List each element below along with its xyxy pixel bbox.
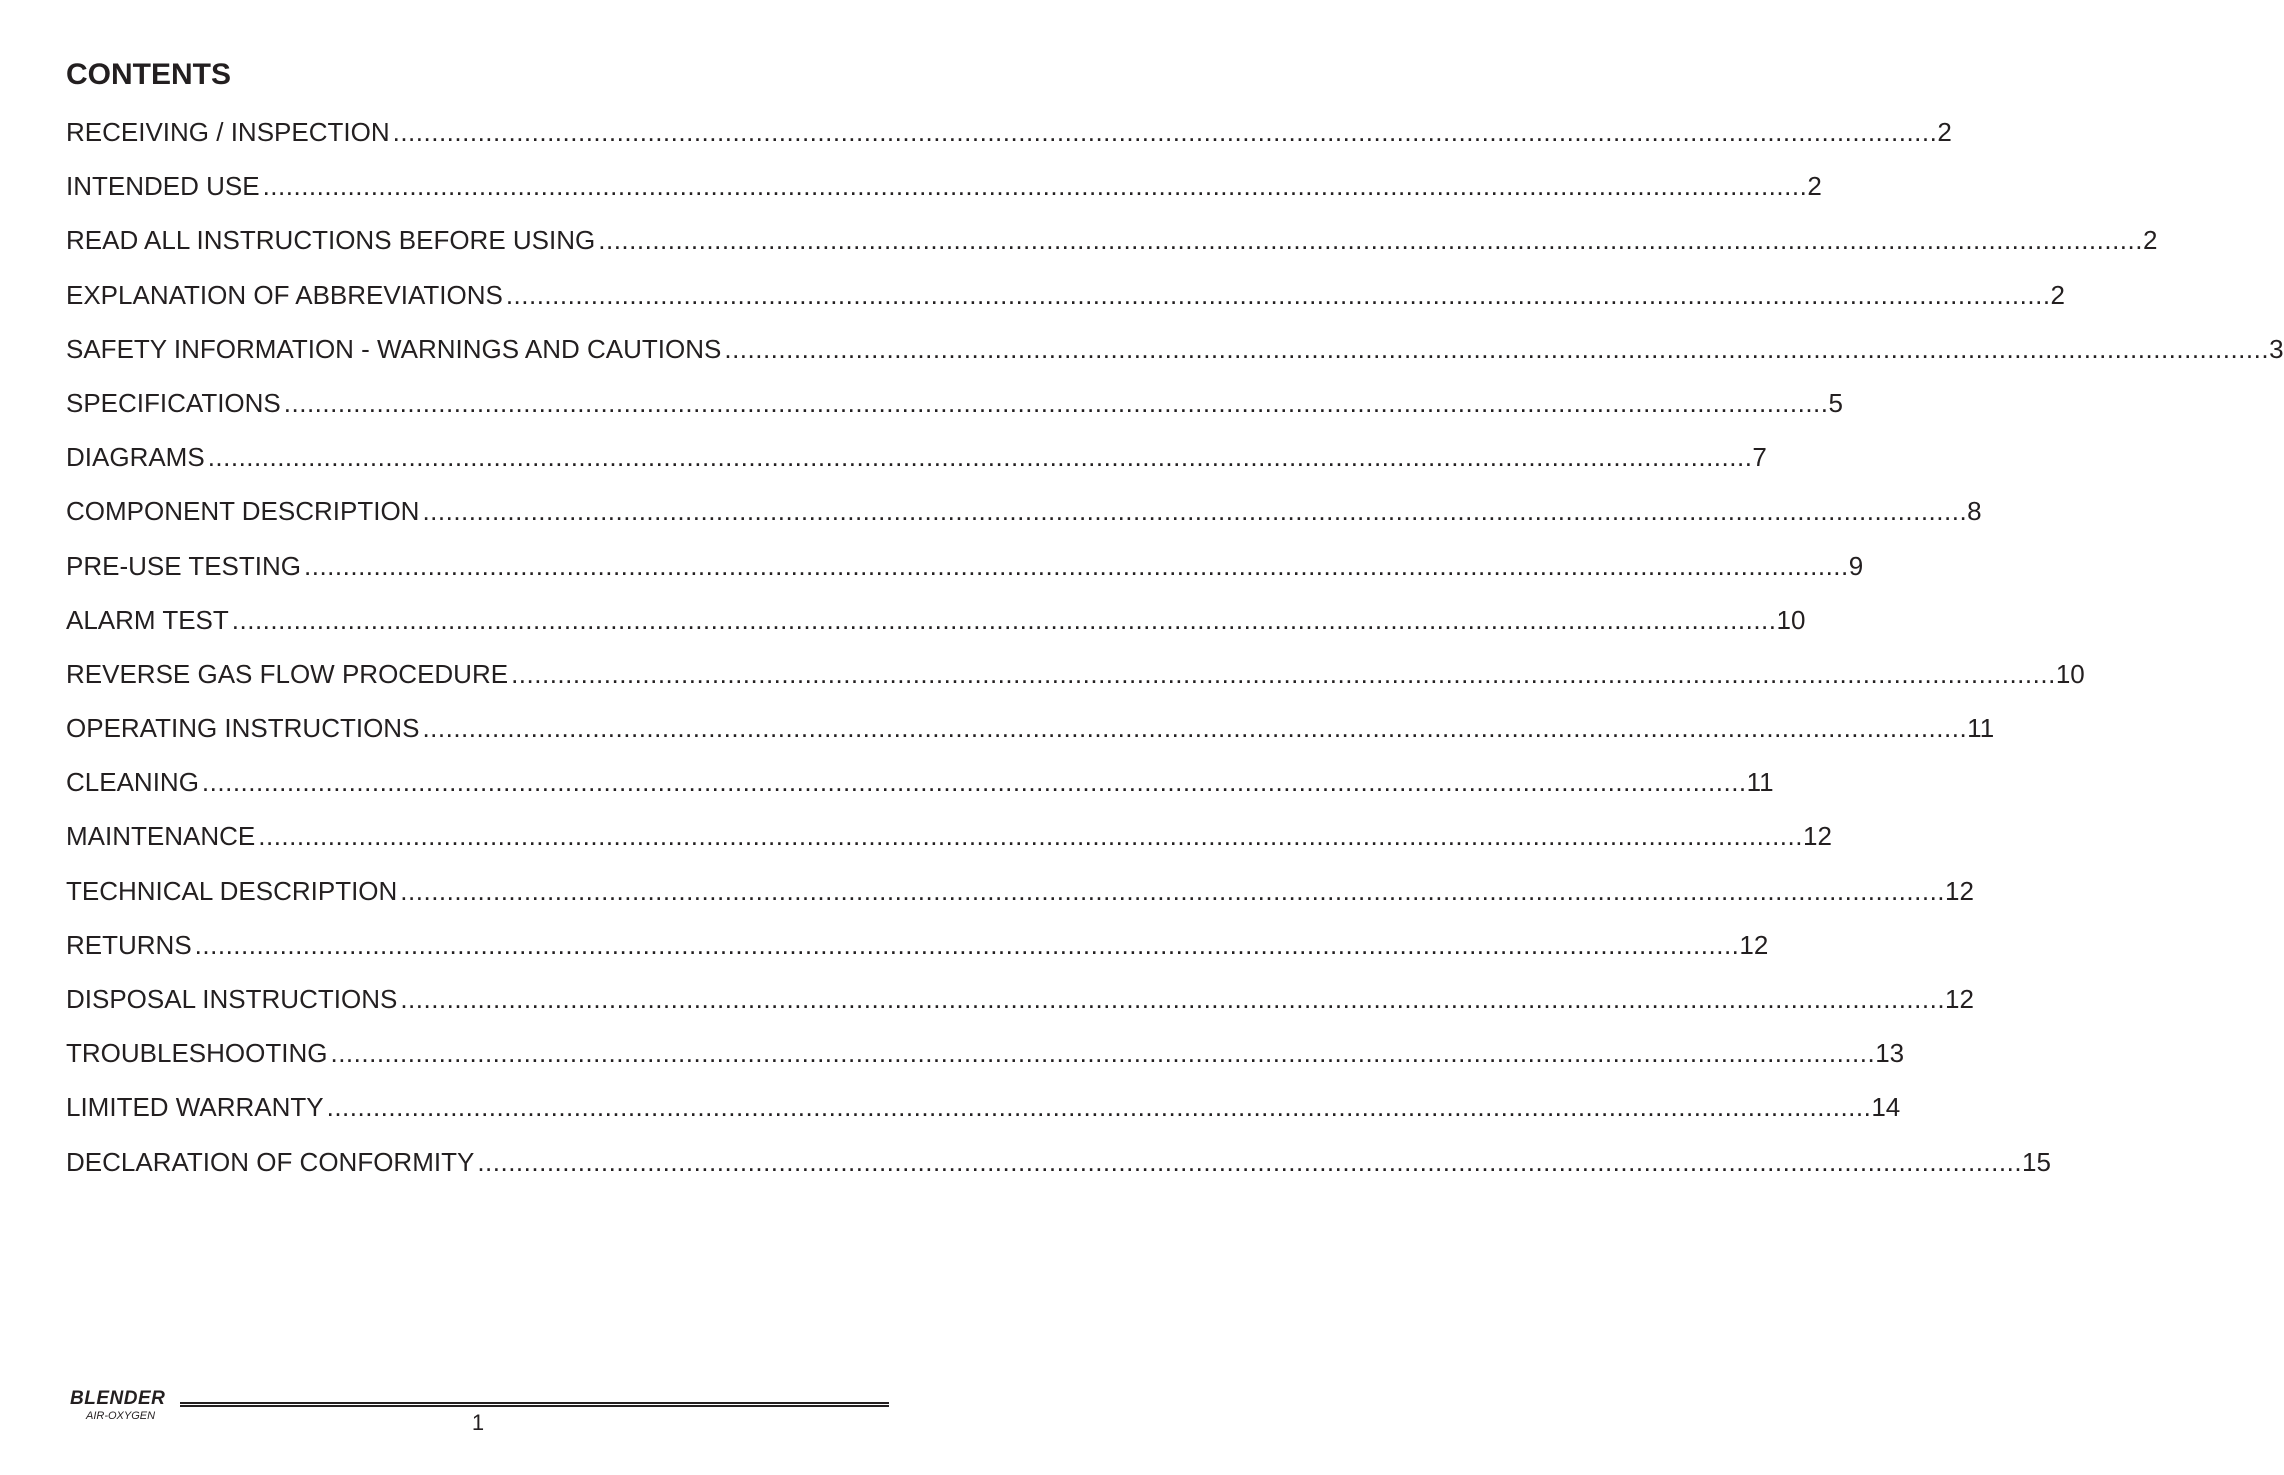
toc-entry-page: 9 bbox=[1848, 550, 1864, 581]
toc-dot-leader: ........................................................................................................................................................................................................ bbox=[400, 984, 1946, 1014]
toc-entry-page: 8 bbox=[1967, 496, 1982, 527]
toc-entry[interactable] bbox=[66, 383, 1843, 437]
toc-entry[interactable] bbox=[66, 816, 1832, 870]
footer-double-rule bbox=[180, 1402, 889, 1407]
logo-subtitle: AIR-OXYGEN bbox=[86, 1410, 156, 1422]
toc-entry-page: 12 bbox=[1945, 875, 1974, 906]
toc-entry[interactable] bbox=[66, 600, 1806, 654]
toc-entry-page: 2 bbox=[2142, 225, 2158, 256]
toc-dot-leader: ........................................................................................................................................................................................................ bbox=[392, 117, 1938, 147]
toc-entry[interactable] bbox=[66, 1142, 2051, 1196]
toc-entry-title: READ ALL INSTRUCTIONS BEFORE USING bbox=[66, 225, 596, 256]
toc-dot-leader: ........................................................................................................................................................................................................ bbox=[511, 658, 2056, 689]
toc-entry-title: CLEANING bbox=[66, 767, 199, 798]
toc-entry-title: ALARM TEST bbox=[66, 604, 229, 635]
toc-entry-page: 2 bbox=[1807, 171, 1822, 202]
toc-entry-title: DISPOSAL INSTRUCTIONS bbox=[66, 984, 398, 1014]
toc-entry[interactable] bbox=[66, 1033, 1905, 1087]
product-logo bbox=[70, 1388, 165, 1422]
toc-entry-title: MAINTENANCE bbox=[66, 821, 256, 852]
toc-dot-leader: ........................................................................................................................................................................................................ bbox=[304, 550, 1849, 581]
toc-entry-page: 11 bbox=[1746, 767, 1774, 798]
toc-entry-title: DECLARATION OF CONFORMITY bbox=[66, 1146, 475, 1177]
toc-dot-leader: ........................................................................................................................................................................................................ bbox=[201, 767, 1747, 798]
toc-entry-title: DIAGRAMS bbox=[66, 442, 205, 473]
toc-entry-page: 12 bbox=[1739, 929, 1769, 960]
toc-entry-page: 13 bbox=[1875, 1038, 1905, 1069]
toc-entry-page: 12 bbox=[1802, 821, 1832, 852]
toc-dot-leader: ........................................................................................................................................................................................................ bbox=[505, 279, 2051, 310]
toc-entry-page: 15 bbox=[2022, 1146, 2051, 1177]
toc-entry-title: REVERSE GAS FLOW PROCEDURE bbox=[66, 658, 509, 689]
toc-entry-title: PRE-USE TESTING bbox=[66, 550, 302, 581]
toc-entry[interactable] bbox=[66, 329, 2284, 383]
toc-dot-leader: ........................................................................................................................................................................................................ bbox=[194, 929, 1740, 960]
toc-entry[interactable] bbox=[66, 708, 1995, 762]
toc-dot-leader: ........................................................................................................................................................................................................ bbox=[422, 496, 1968, 527]
toc-entry[interactable] bbox=[66, 220, 2158, 274]
toc-dot-leader: ........................................................................................................................................................................................................ bbox=[330, 1038, 1876, 1069]
toc-entry-title: EXPLANATION OF ABBREVIATIONS bbox=[66, 279, 503, 310]
toc-entry-page: 7 bbox=[1752, 442, 1767, 473]
toc-entry[interactable] bbox=[66, 762, 1774, 816]
toc-entry[interactable] bbox=[66, 166, 1822, 220]
toc-dot-leader: ........................................................................................................................................................................................................ bbox=[326, 1092, 1872, 1123]
toc-entry[interactable] bbox=[66, 546, 1864, 600]
toc-dot-leader: ........................................................................................................................................................................................................ bbox=[262, 171, 1808, 202]
toc-entry-title: SAFETY INFORMATION - WARNINGS AND CAUTIONS bbox=[66, 333, 722, 364]
toc-entry-page: 3 bbox=[2269, 333, 2284, 364]
toc-entry-title: TROUBLESHOOTING bbox=[66, 1038, 328, 1069]
toc-entry-page: 10 bbox=[2055, 658, 2085, 689]
toc-entry[interactable] bbox=[66, 654, 2085, 708]
toc-entry-page: 14 bbox=[1871, 1092, 1901, 1123]
table-of-contents bbox=[66, 112, 2284, 1196]
toc-entry-page: 2 bbox=[2050, 279, 2066, 310]
toc-dot-leader: ........................................................................................................................................................................................................ bbox=[724, 333, 2270, 364]
toc-entry-title: SPECIFICATIONS bbox=[66, 387, 281, 418]
toc-dot-leader: ........................................................................................................................................................................................................ bbox=[207, 442, 1753, 473]
toc-entry-page: 2 bbox=[1937, 117, 1952, 147]
toc-entry-title: OPERATING INSTRUCTIONS bbox=[66, 713, 420, 744]
toc-entry-title: COMPONENT DESCRIPTION bbox=[66, 496, 420, 527]
toc-dot-leader: ........................................................................................................................................................................................................ bbox=[400, 875, 1946, 906]
toc-entry-page: 12 bbox=[1945, 984, 1974, 1014]
toc-entry-page: 10 bbox=[1776, 604, 1806, 635]
toc-dot-leader: ........................................................................................................................................................................................................ bbox=[283, 387, 1829, 418]
toc-entry-title: INTENDED USE bbox=[66, 171, 260, 202]
toc-entry[interactable] bbox=[66, 871, 1974, 925]
toc-dot-leader: ........................................................................................................................................................................................................ bbox=[258, 821, 1803, 852]
toc-entry[interactable] bbox=[66, 437, 1767, 491]
toc-dot-leader: ........................................................................................................................................................................................................ bbox=[477, 1146, 2023, 1177]
toc-entry[interactable] bbox=[66, 1087, 1901, 1141]
toc-entry-title: RETURNS bbox=[66, 929, 192, 960]
toc-entry-page: 11 bbox=[1967, 713, 1995, 744]
toc-entry-page: 5 bbox=[1828, 387, 1843, 418]
page-title: CONTENTS bbox=[66, 58, 231, 91]
toc-entry[interactable] bbox=[66, 491, 1982, 545]
toc-entry-title: LIMITED WARRANTY bbox=[66, 1092, 324, 1123]
page-number: 1 bbox=[471, 1410, 485, 1435]
toc-dot-leader: ........................................................................................................................................................................................................ bbox=[422, 713, 1968, 744]
logo-wordmark: BLENDER bbox=[70, 1388, 166, 1409]
toc-dot-leader: ........................................................................................................................................................................................................ bbox=[598, 225, 2143, 256]
toc-entry-title: RECEIVING / INSPECTION bbox=[66, 117, 390, 147]
toc-entry[interactable] bbox=[66, 112, 1952, 166]
toc-entry[interactable] bbox=[66, 275, 2066, 329]
toc-dot-leader: ........................................................................................................................................................................................................ bbox=[231, 604, 1777, 635]
toc-entry-title: TECHNICAL DESCRIPTION bbox=[66, 875, 398, 906]
toc-entry[interactable] bbox=[66, 925, 1769, 979]
toc-entry[interactable] bbox=[66, 979, 1974, 1033]
